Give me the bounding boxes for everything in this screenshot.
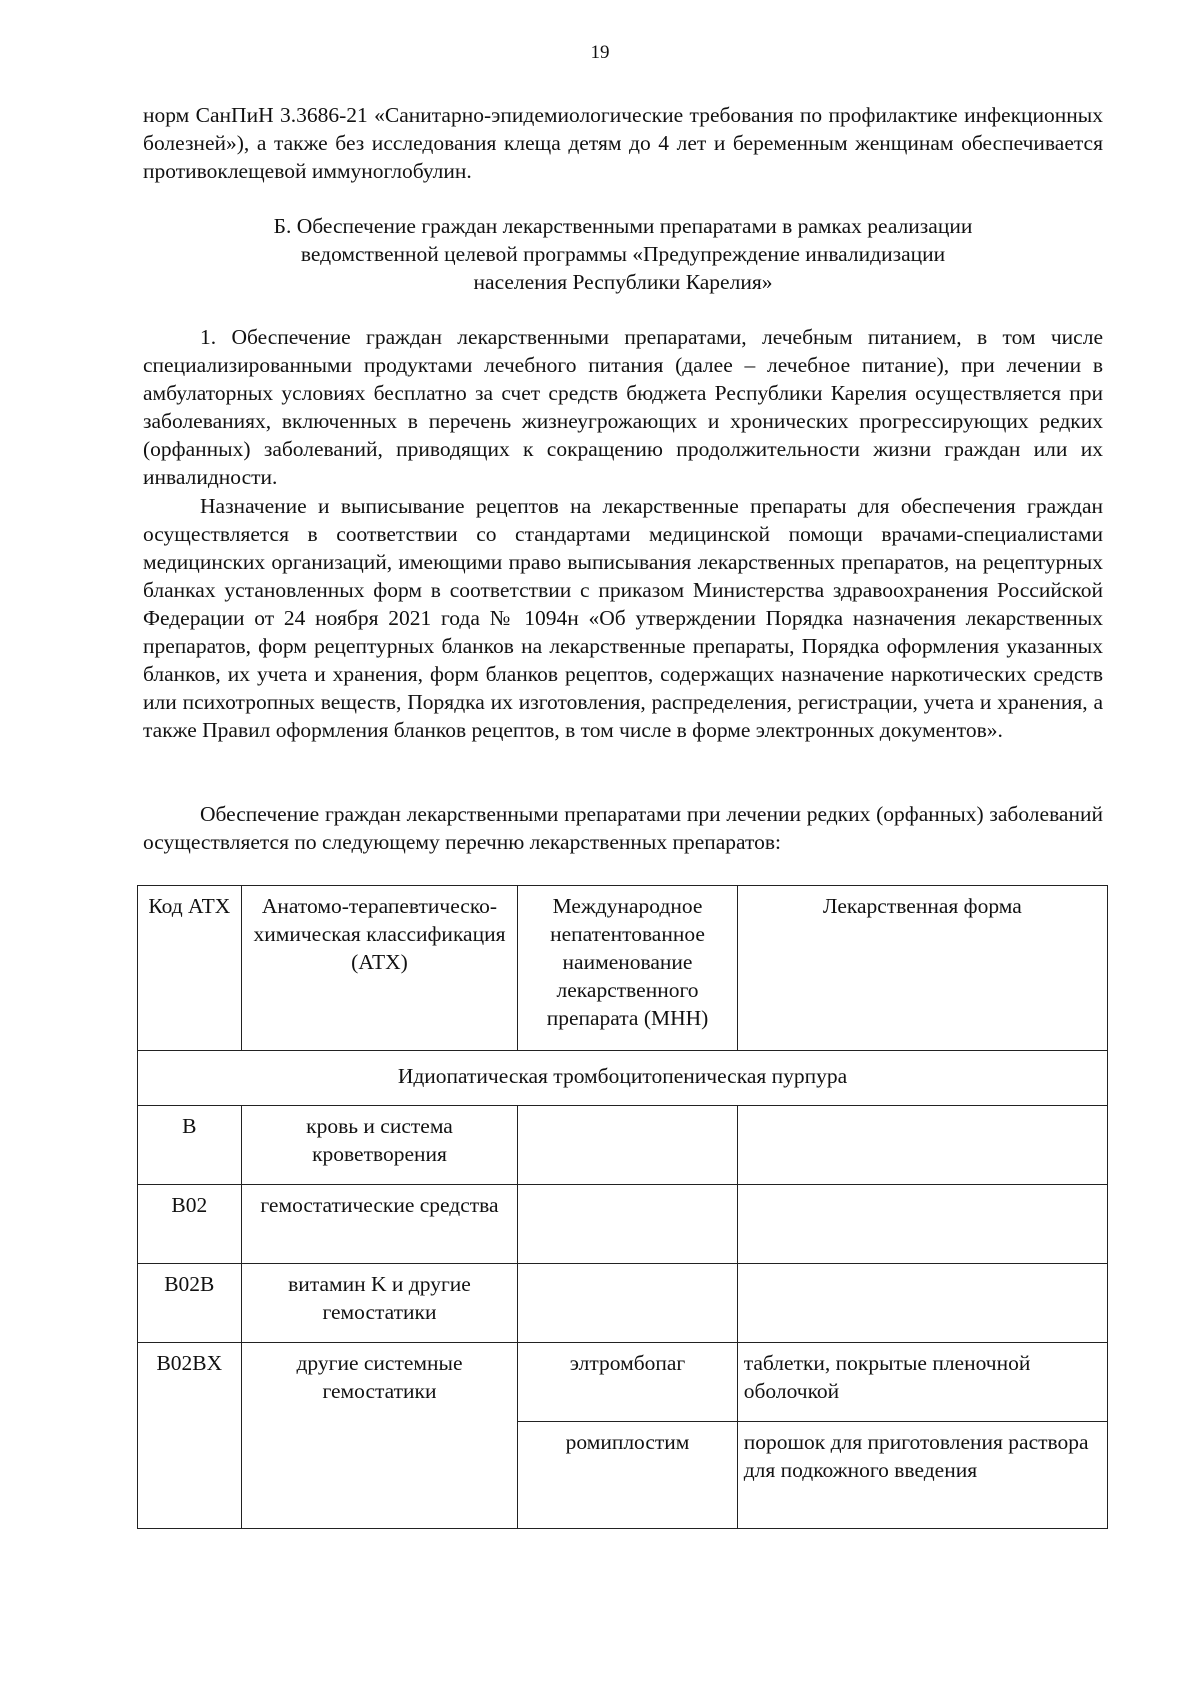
paragraph-3-text: Обеспечение граждан лекарственными препаратами при лечении редких (орфанных) заболеваний осуществляется по следующему перечню лекарственных препаратов: [143, 802, 1103, 854]
cell-inn [518, 1106, 737, 1185]
cell-form: порошок для приготовления раствора для подкожного введения [737, 1422, 1107, 1529]
cell-atc: кровь и система кроветворения [241, 1106, 518, 1185]
table-row [138, 1106, 1108, 1185]
cell-form [737, 1106, 1107, 1185]
section-title-cell: Идиопатическая тромбоцитопеническая пурпура [138, 1051, 1108, 1106]
cell-code: B02B [138, 1264, 242, 1343]
header-atc: Анатомо-терапевтическо-химическая классификация (АТХ) [241, 886, 518, 1051]
paragraph-1 [143, 323, 1103, 491]
table-section-row [138, 1051, 1108, 1106]
section-heading-line-3: населения Республики Карелия» [473, 270, 773, 294]
cell-code: B02BX [138, 1343, 242, 1529]
intro-paragraph [143, 101, 1103, 185]
cell-inn: элтромбопаг [518, 1343, 737, 1422]
cell-code: B02 [138, 1185, 242, 1264]
paragraph-2 [143, 492, 1103, 744]
section-heading [143, 212, 1103, 296]
table-header-row [138, 886, 1108, 1051]
page-number: 19 [590, 42, 610, 63]
cell-atc: витамин K и другие гемостатики [241, 1264, 518, 1343]
table-row [138, 1264, 1108, 1343]
cell-atc: другие системные гемостатики [241, 1343, 518, 1529]
drug-list-table [137, 885, 1108, 1529]
table-row [138, 1343, 1108, 1422]
table-row [138, 1185, 1108, 1264]
paragraph-2-text: Назначение и выписывание рецептов на лекарственные препараты для обеспечения граждан осуществляется в соответствии со стандартами медицинской помощи врачами-специалистами медицинских организаций, имеющими право выписывания лекарственных препаратов, на рецептурных бланках установленных форм в соответствии с приказом Министерства здравоохранения Российской Федерации от 24 ноября 2021 года № 1094н «Об утверждении Порядка назначения лекарственных препаратов, форм рецептурных бланков на лекарственные препараты, Порядка оформления указанных бланков, их учета и хранения, форм бланков рецептов, содержащих назначение наркотических средств или психотропных веществ, Порядка их изготовления, распределения, регистрации, учета и хранения, а также Правил оформления бланков рецептов, в том числе в форме электронных документов». [143, 494, 1103, 742]
cell-form [737, 1185, 1107, 1264]
cell-form [737, 1264, 1107, 1343]
header-inn: Международное непатентованное наименование лекарственного препарата (МНН) [518, 886, 737, 1051]
cell-code: B [138, 1106, 242, 1185]
cell-atc: гемостатические средства [241, 1185, 518, 1264]
paragraph-1-text: 1. Обеспечение граждан лекарственными препаратами, лечебным питанием, в том числе специализированными продуктами лечебного питания (далее – лечебное питание), при лечении в амбулаторных условиях бесплатно за счет средств бюджета Республики Карелия осуществляется при заболеваниях, включенных в перечень жизнеугрожающих и хронических прогрессирующих редких (орфанных) заболеваний, приводящих к сокращению продолжительности жизни граждан или их инвалидности. [143, 325, 1103, 489]
cell-form: таблетки, покрытые пленочной оболочкой [737, 1343, 1107, 1422]
cell-inn [518, 1264, 737, 1343]
section-heading-line-2: ведомственной целевой программы «Предупреждение инвалидизации [300, 242, 946, 266]
cell-inn [518, 1185, 737, 1264]
header-code: Код АТХ [138, 886, 242, 1051]
intro-text: норм СанПиН 3.3686-21 «Санитарно-эпидемиологические требования по профилактике инфекционных болезней»), а также без исследования клеща детям до 4 лет и беременным женщинам обеспечивается противоклещевой иммуноглобулин. [143, 103, 1103, 183]
paragraph-3 [143, 800, 1103, 856]
cell-inn: ромиплостим [518, 1422, 737, 1529]
section-heading-line-1: Б. Обеспечение граждан лекарственными препаратами в рамках реализации [273, 214, 973, 238]
header-form: Лекарственная форма [737, 886, 1107, 1051]
